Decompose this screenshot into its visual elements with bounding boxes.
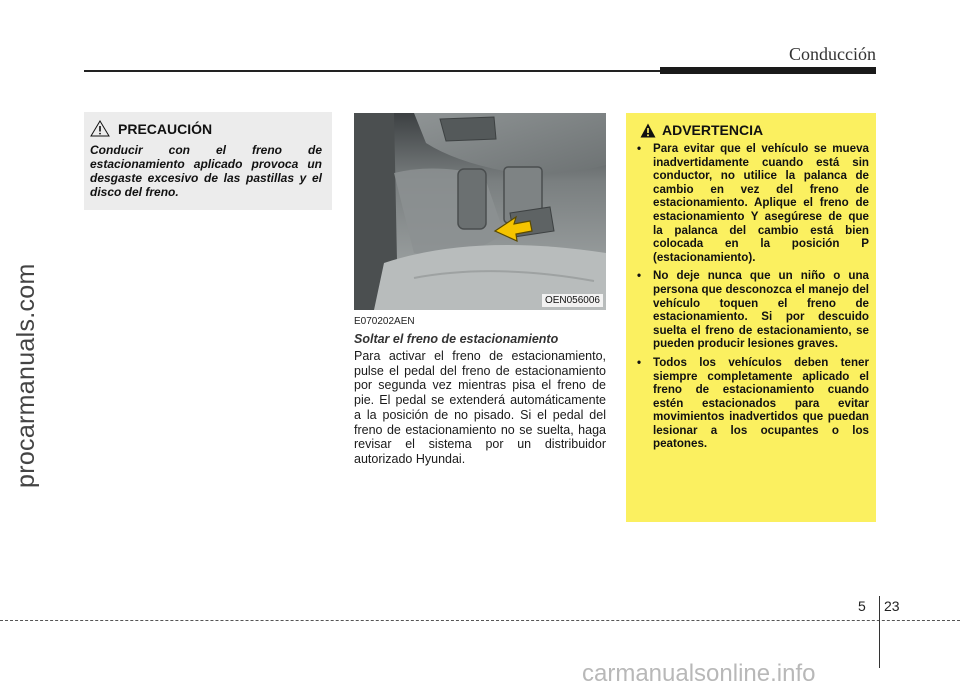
warning-title: ADVERTENCIA xyxy=(662,122,764,138)
footer-rule xyxy=(0,620,960,621)
pedal-illustration xyxy=(354,113,606,310)
warning-item: • No deje nunca que un niño o una persona que desconozca el manejo del vehículo toquen el freno de estacionamiento. Si por descuido suelta el freno de estacionamiento, se pueden producir lesiones graves. xyxy=(634,269,869,351)
chapter-number: 5 xyxy=(858,598,866,614)
footer-divider xyxy=(879,596,880,668)
header-rule-accent xyxy=(660,67,876,74)
caution-text: Conducir con el freno de estacionamiento aplicado provoca un desgaste excesivo de las pastillas y el disco del freno. xyxy=(90,143,322,199)
warning-list xyxy=(634,142,869,451)
section-code: E070202AEN xyxy=(354,316,415,327)
header-rule xyxy=(84,70,660,72)
page-number: 23 xyxy=(884,598,900,614)
parking-brake-photo xyxy=(354,113,606,310)
warning-item: • Para evitar que el vehículo se mueva inadvertidamente cuando está sin conductor, no utilice la palanca de cambio en vez del freno de estacionamiento. Aplique el freno de estacionamiento Y asegúrese de que la palanca del cambio está bien colocada en la posición P (estacionamiento). xyxy=(634,142,869,264)
warning-filled-icon xyxy=(640,123,656,138)
section-body: Para activar el freno de estacionamiento, pulse el pedal del freno de estacionamiento por segunda vez mientras pisa el freno de pie. El pedal se extenderá automáticamente a la posición de no pisado. Si el pedal del freno de estacionamiento no se suelta, haga revisar el sistema por un distribuidor autorizado Hyundai. xyxy=(354,349,606,466)
figure-code: OEN056006 xyxy=(542,294,603,307)
caution-title: PRECAUCIÓN xyxy=(118,120,213,137)
side-watermark-text: procarmanuals.com xyxy=(12,263,40,488)
section-title: Conducción xyxy=(789,44,876,64)
warning-outline-icon xyxy=(90,120,110,137)
warning-box xyxy=(626,113,876,522)
section-subtitle: Soltar el freno de estacionamiento xyxy=(354,332,559,346)
bottom-watermark: carmanualsonline.info xyxy=(582,660,816,687)
caution-box xyxy=(84,112,332,210)
warning-item: • Todos los vehículos deben tener siempre completamente aplicado el freno de estacionamiento cuando estén estacionados para evitar movimientos inadvertidos que puedan lesionar a los ocupantes o los peatones. xyxy=(634,356,869,451)
